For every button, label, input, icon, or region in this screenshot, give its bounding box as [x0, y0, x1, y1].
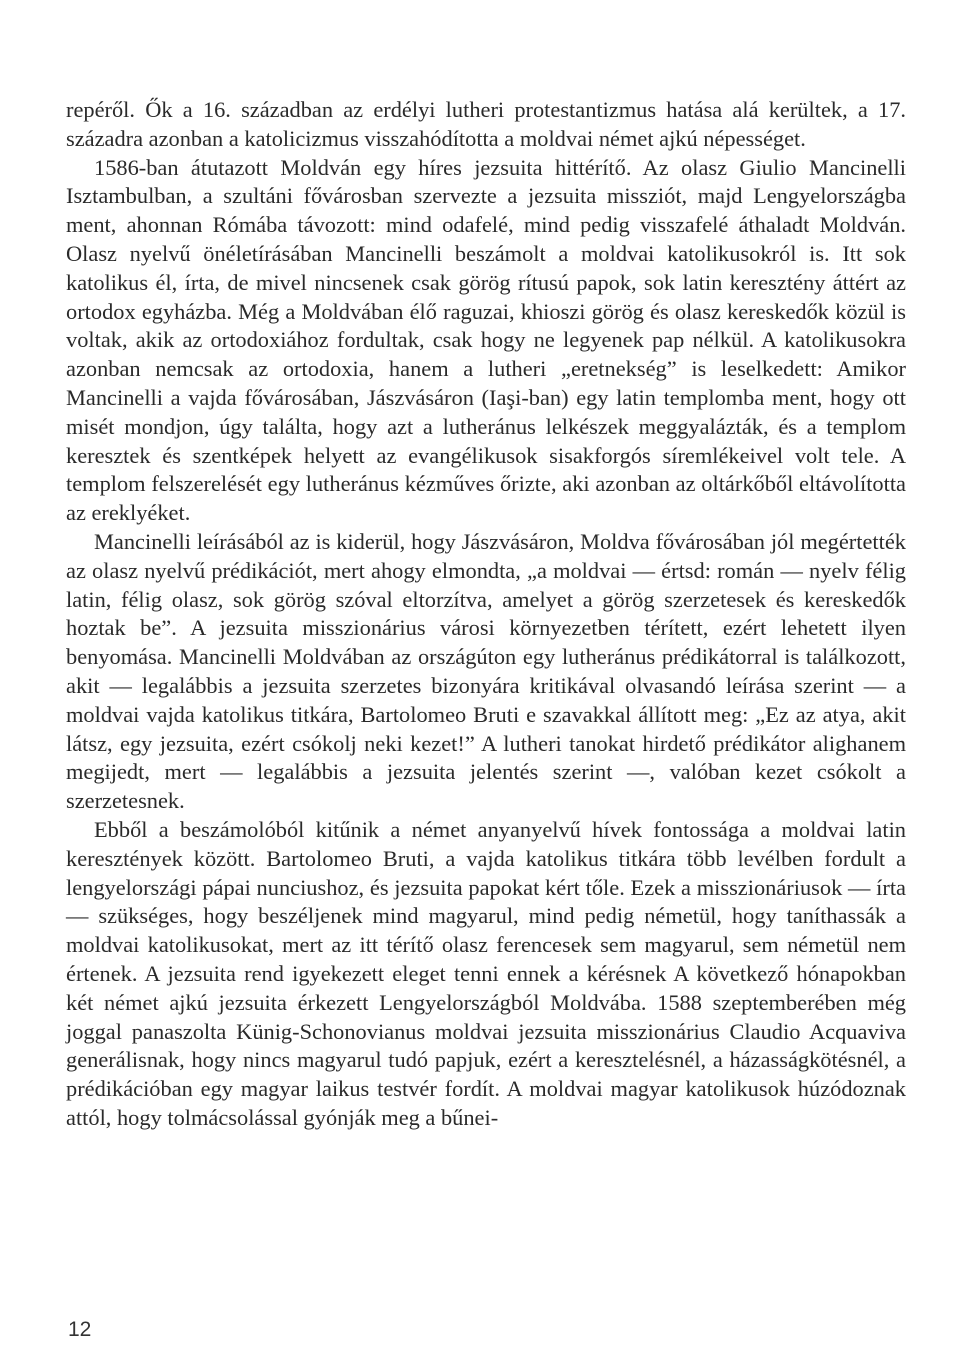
- page-number: 12: [68, 1318, 92, 1341]
- paragraph-2: 1586-ban átutazott Moldván egy híres jezsuita hittérítő. Az olasz Giulio Mancinelli Isztambulban, a szultáni fővárosban szervezte a jezsuita missziót, majd Lengyelországba ment, ahonnan Rómába távozott: mind odafelé, mind pedig visszafelé áthaladt Moldván. Olasz nyelvű önéletírásában Mancinelli beszámolt a moldvai katolikusokról is. Itt sok katolikus él, írta, de mivel nincsenek csak görög rítusú papok, sok latin keresztény áttért az ortodox egyházba. Még a Moldvában élő raguzai, khioszi görög és olasz kereskedők közül is voltak, akik az ortodoxiához fordultak, csak hogy ne legyenek pap nélkül. A katolikusokra azonban nemcsak az ortodoxia, hanem a lutheri „eretnekség” is leselkedett: Amikor Mancinelli a vajda fővárosában, Jászvásáron (Iaşi-ban) egy latin templomba ment, hogy ott misét mondjon, úgy találta, hogy azt a lutheránus lelkészek meggyalázták, és a templom keresztek és szentképek helyett az evangélikusok sisakforgós síremlékeivel volt tele. A templom felszerelését egy lutheránus kézműves őrizte, aki azonban az oltárkőből eltávolította az ereklyéket.: [66, 154, 906, 526]
- paragraph-1: repéről. Ők a 16. században az erdélyi lutheri protestantizmus hatása alá kerültek, a 17. századra azonban a katolicizmus visszahódította a moldvai német ajkú népességet.: [66, 97, 906, 151]
- paragraph-4: Ebből a beszámolóból kitűnik a német anyanyelvű hívek fontossága a moldvai latin keresztények között. Bartolomeo Bruti, a vajda katolikus titkára több levélben fordult a lengyelországi pápai nunciushoz, és jezsuita papokat kért tőle. Ezek a misszionáriusok — írta — szükséges, hogy beszéljenek mind magyarul, mind pedig németül, hogy taníthassák a moldvai katolikusokat, mert az itt térítő olasz ferencesek sem magyarul, sem németül nem értenek. A jezsuita rend igyekezett eleget tenni ennek a kérésnek A következő hónapokban két német ajkú jezsuita érkezett Lengyelországból Moldvába. 1588 szeptemberében még joggal panaszolta Künig-Schonovianus moldvai jezsuita misszionárius Claudio Acquaviva generálisnak, hogy nincs magyarul tudó papjuk, ezért a keresztelésnél, a házasságkötésnél, a prédikációban egy magyar laikus testvér fordít. A moldvai magyar katolikusok húzódoznak attól, hogy tolmácsolással gyónják meg a bűnei-: [66, 816, 906, 1130]
- body-text: [66, 96, 906, 1133]
- paragraph-3: Mancinelli leírásából az is kiderül, hogy Jászvásáron, Moldva fővárosában jól megértették az olasz nyelvű prédikációt, mert ahogy elmondta, „a moldvai — értsd: román — nyelv félig latin, félig olasz, sok görög szóval eltorzítva, amelyet a görög szerzetesek és kereskedők hoztak be”. A jezsuita misszionárius városi környezetben térített, ezért lehetett ilyen benyomása. Mancinelli Moldvában az országúton egy lutheránus prédikátorral is találkozott, akit — legalábbis a jezsuita szerzetes bizonyára kritikával olvasandó leírása szerint — a moldvai vajda katolikus titkára, Bartolomeo Bruti e szavakkal állított meg: „Ez az atya, akit látsz, egy jezsuita, ezért csókolj neki kezet!” A lutheri tanokat hirdető prédikátor alighanem megijedt, mert — legalábbis a jezsuita jelentés szerint —, valóban kezet csókolt a szerzetesnek.: [66, 528, 906, 814]
